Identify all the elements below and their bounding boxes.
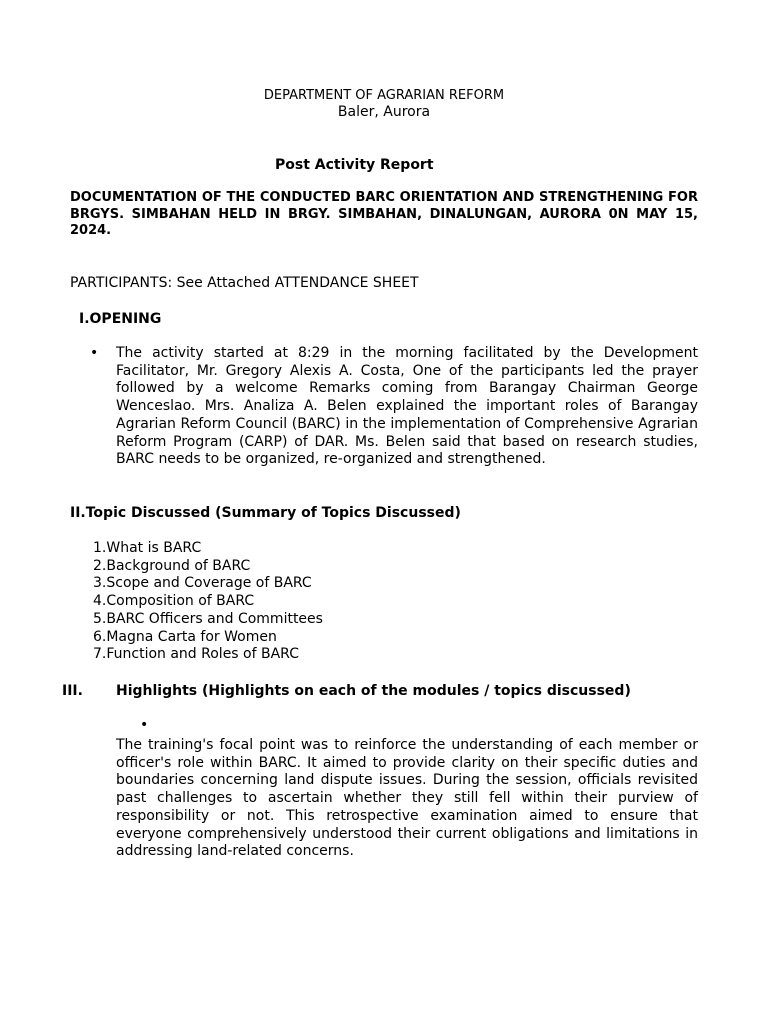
list-item: 4.Composition of BARC bbox=[93, 593, 255, 610]
report-title: Post Activity Report bbox=[275, 157, 434, 173]
opening-heading: I.OPENING bbox=[79, 311, 162, 327]
opening-text: The activity started at 8:29 in the morning facilitated by the Development Facilitator, Mr. Gregory Alexis A. Costa, One of the participants led the prayer followed by a welcome Remarks coming from Barangay Chairman George Wenceslao. Mrs. Analiza A. Belen explained the important roles of Barangay Agrarian Reform Council (BARC) in the implementation of Comprehensive Agrarian Reform Program (CARP) of DAR. Ms. Belen said that based on research studies, BARC needs to be organized, re-organized and strengthened. bbox=[116, 345, 698, 468]
opening-bullet: • bbox=[90, 345, 99, 361]
list-item: 3.Scope and Coverage of BARC bbox=[93, 575, 312, 592]
highlights-heading: Highlights (Highlights on each of the modules / topics discussed) bbox=[116, 683, 631, 699]
highlights-text: The training's focal point was to reinforce the understanding of each member or officer's role within BARC. It aimed to provide clarity on their specific duties and boundaries concerning land dispute issues. During the session, officials revisited past challenges to ascertain whether they still fell within their purview of responsibility or not. This retrospective examination aimed to ensure that everyone comprehensively understood their current obligations and limitations in addressing land-related concerns. bbox=[116, 737, 698, 860]
topics-heading: II.Topic Discussed (Summary of Topics Discussed) bbox=[70, 505, 461, 521]
list-item: 2.Background of BARC bbox=[93, 557, 251, 574]
topics-list bbox=[93, 540, 323, 664]
department-name: DEPARTMENT OF AGRARIAN REFORM bbox=[263, 88, 505, 103]
document-title: DOCUMENTATION OF THE CONDUCTED BARC ORIENTATION AND STRENGTHENING FOR BRGYS. SIMBAHAN HELD IN BRGY. SIMBAHAN, DINALUNGAN, AURORA 0N MAY 15, 2024. bbox=[70, 190, 698, 238]
list-item: 7.Function and Roles of BARC bbox=[93, 646, 299, 663]
office-location: Baler, Aurora bbox=[337, 104, 431, 120]
highlights-bullet: • bbox=[140, 717, 149, 733]
list-item: 6.Magna Carta for Women bbox=[93, 628, 277, 645]
participants-line: PARTICIPANTS: See Attached ATTENDANCE SHEET bbox=[70, 275, 419, 291]
list-item: 5.BARC Officers and Committees bbox=[93, 610, 323, 627]
highlights-section-number: III. bbox=[62, 683, 83, 699]
list-item: 1.What is BARC bbox=[93, 540, 202, 556]
